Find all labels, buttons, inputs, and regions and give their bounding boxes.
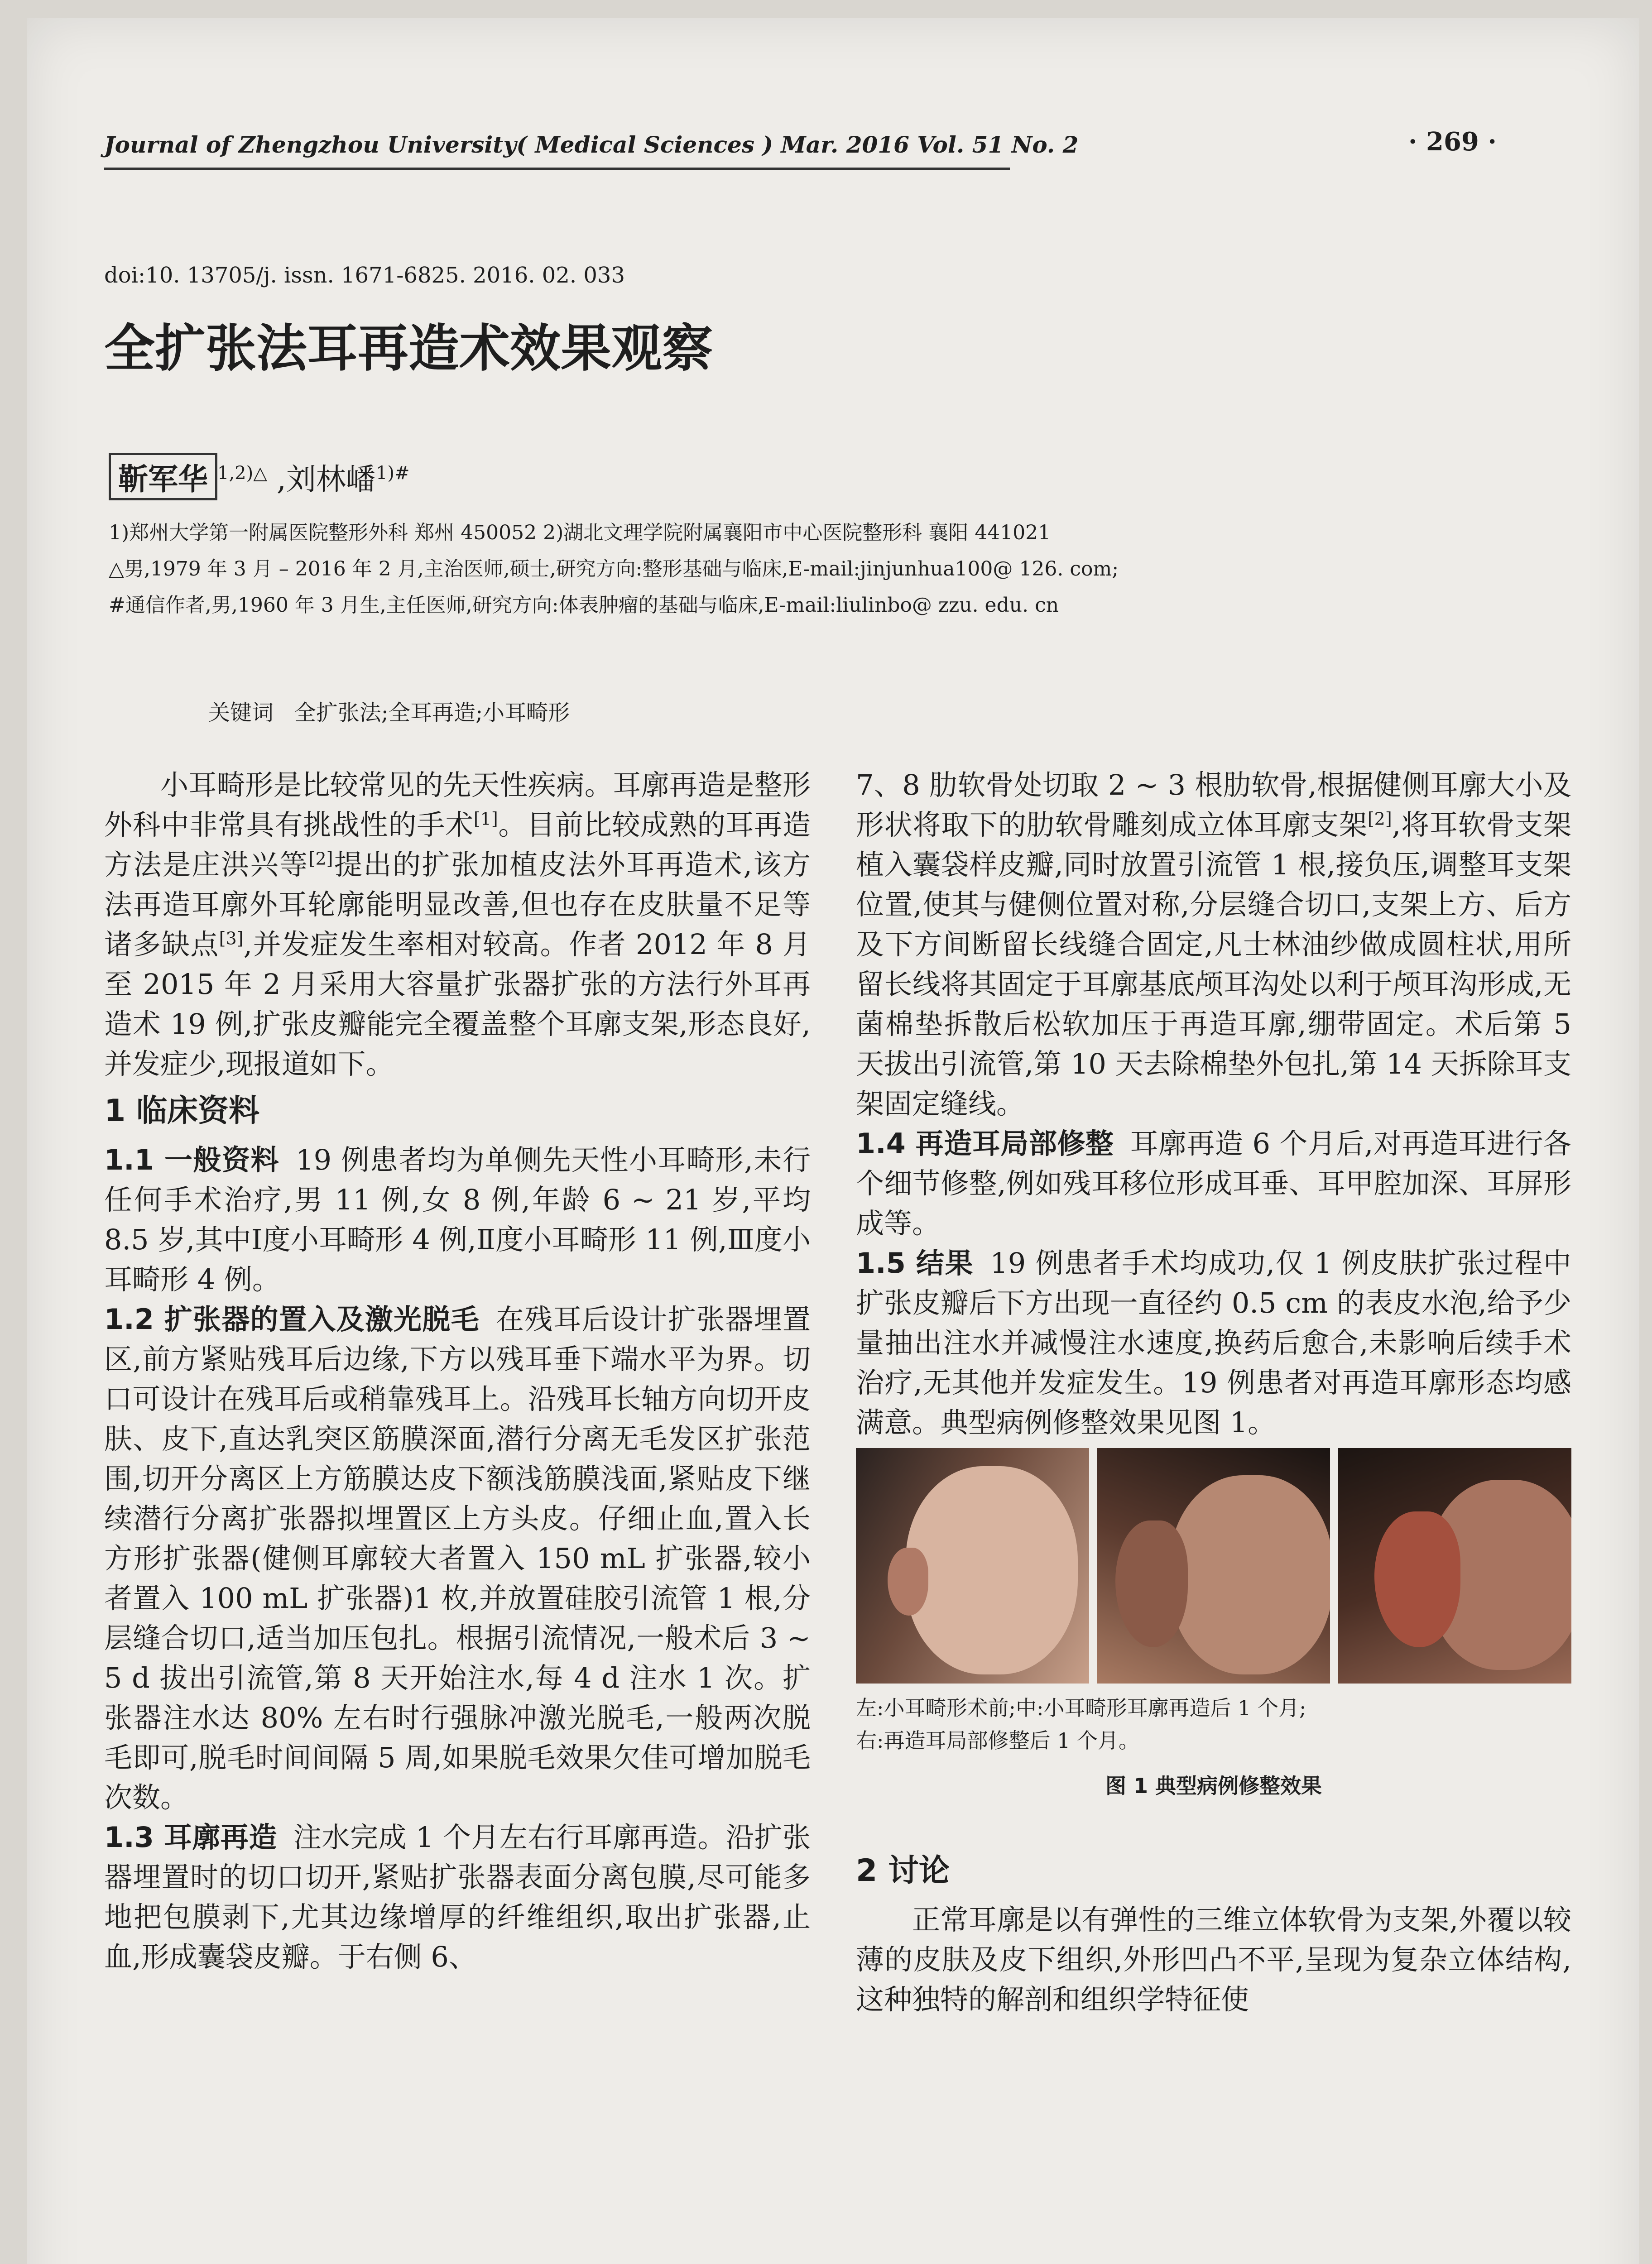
intro-text-d: ,并发症发生率相对较高。作者 2012 年 8 月至 2015 年 2 月采用大容量扩张器扩张的方法行外耳再造术 19 例,扩张皮瓣能完全覆盖整个耳廓支架,形态良好,并发症少,现报道如下。	[104, 928, 811, 1080]
author-line	[109, 453, 410, 500]
reconstructed-ear	[1115, 1521, 1188, 1647]
cont-text-b: ,将耳软骨支架植入囊袋样皮瓣,同时放置引流管 1 根,接负压,调整耳支架位置,使其与健侧位置对称,分层缝合切口,支架上方、后方及下方间断留长线缝合固定,凡士林油纱做成圆柱状,用所留长线将其固定于耳廓基底颅耳沟处以利于颅耳沟形成,无菌棉垫拆散后松软加压于再造耳廓,绷带固定。术后第 5 天拔出引流管,第 10 天去除棉垫外包扎,第 14 天拆除耳支架固定缝线。	[856, 808, 1571, 1120]
left-column	[104, 765, 811, 1977]
subsection-1-2	[104, 1300, 811, 1818]
subsection-1-1-text: 19 例患者均为单侧先天性小耳畸形,未行任何手术治疗,男 11 例,女 8 例,年龄 6 ~ 21 岁,平均 8.5 岁,其中Ⅰ度小耳畸形 4 例,Ⅱ度小耳畸形 11 例,Ⅲ度小耳畸形 4 例。	[104, 1143, 811, 1296]
subsection-1-5-text: 19 例患者手术均成功,仅 1 例皮肤扩张过程中扩张皮瓣后下方出现一直径约 0.5 cm 的表皮水泡,给予少量抽出注水并减慢注水速度,换药后愈合,未影响后续手术治疗,无其他并发症发生。19 例患者对再造耳廓形态均感满意。典型病例修整效果见图 1。	[856, 1247, 1571, 1439]
photo-preoperative	[856, 1448, 1089, 1684]
citation-1: [1]	[473, 809, 498, 829]
figure-title: 图 1 典型病例修整效果	[1105, 1774, 1322, 1798]
section-heading-2: 2 讨论	[856, 1853, 950, 1889]
subsection-1-2-text: 在残耳后设计扩张器埋置区,前方紧贴残耳后边缘,下方以残耳垂下端水平为界。切口可设计在残耳后或稍靠残耳上。沿残耳长轴方向切开皮肤、皮下,直达乳突区筋膜深面,潜行分离无毛发区扩张范围,切开分离区上方筋膜达皮下额浅筋膜浅面,紧贴皮下继续潜行分离扩张器拟埋置区上方头皮。仔细止血,置入长方形扩张器(健侧耳廓较大者置入 150 mL 扩张器,较小者置入 100 mL 扩张器)1 枚,并放置硅胶引流管 1 根,分层缝合切口,适当加压包扎。根据引流情况,一般术后 3 ~ 5 d 拔出引流管,第 8 天开始注水,每 4 d 注水 1 次。扩张器注水达 80% 左右时行强脉冲激光脱毛,一般两次脱毛即可,脱毛时间间隔 5 周,如果脱毛效果欠佳可增加脱毛次数。	[104, 1303, 811, 1814]
subsection-1-5-heading: 1.5 结果	[856, 1247, 974, 1280]
subsection-1-4	[856, 1124, 1571, 1243]
photo-after-revision	[1338, 1448, 1571, 1684]
cont-text-a: 7、8 肋软骨处切取 2 ~ 3 根肋软骨,根据健侧耳廓大小及形状将取下的肋软骨雕刻成立体耳廓支架	[856, 768, 1571, 841]
author-second-sup: 1)#	[375, 463, 410, 484]
intro-text-c: 提出的扩张加植皮法外耳再造术,该方法再造耳廓外耳轮廓能明显改善,但也存在皮肤量不足等诸多缺点	[104, 848, 811, 961]
header-rule	[104, 168, 1010, 170]
reconstruction-continued	[856, 765, 1571, 1124]
running-head: Journal of Zhengzhou University( Medical Sciences ) Mar. 2016 Vol. 51 No. 2	[104, 131, 1079, 158]
face-shape	[1170, 1475, 1330, 1674]
ear-remnant	[888, 1548, 928, 1616]
revised-ear	[1374, 1511, 1460, 1647]
face-shape	[906, 1466, 1078, 1674]
author-bio-line: △男,1979 年 3 月 – 2016 年 2 月,主治医师,硕士,研究方向:整形基础与临床,E-mail:jinjunhua100@ 126. com;	[109, 557, 1119, 580]
subsection-1-5	[856, 1243, 1571, 1443]
keywords-label: 关键词	[208, 700, 274, 725]
subsection-1-3-text: 注水完成 1 个月左右行耳廓再造。沿扩张器埋置时的切口切开,紧贴扩张器表面分离包膜,尽可能多地把包膜剥下,尤其边缘增厚的纤维组织,取出扩张器,止血,形成囊袋皮瓣。于右侧 6、	[104, 1821, 811, 1973]
photo-one-month	[1097, 1448, 1330, 1684]
discussion-paragraph: 正常耳廓是以有弹性的三维立体软骨为支架,外覆以较薄的皮肤及皮下组织,外形凹凸不平,呈现为复杂立体结构,这种独特的解剖和组织学特征使	[856, 1903, 1571, 2016]
subsection-1-4-heading: 1.4 再造耳局部修整	[856, 1127, 1114, 1160]
citation-3: [3]	[219, 928, 244, 949]
citation-2: [2]	[308, 849, 333, 869]
subsection-1-1	[104, 1140, 811, 1300]
intro-paragraph	[104, 765, 811, 1084]
section-heading-1: 1 临床资料	[104, 1093, 259, 1129]
doi: doi:10. 13705/j. issn. 1671-6825. 2016. 02. 033	[104, 263, 625, 288]
intro-text-a: 小耳畸形是比较常见的先天性疾病。耳廓再造是整形外科中非常具有挑战性的手术	[104, 768, 811, 841]
journal-page	[27, 18, 1639, 2264]
affiliation-line: 1)郑州大学第一附属医院整形外科 郑州 450052 2)湖北文理学院附属襄阳市中心医院整形科 襄阳 441021	[109, 521, 1051, 544]
keywords-text: 全扩张法;全耳再造;小耳畸形	[294, 700, 570, 725]
page-number: · 269 ·	[1408, 127, 1497, 157]
subsection-1-2-heading: 1.2 扩张器的置入及激光脱毛	[104, 1303, 480, 1336]
keywords	[208, 695, 570, 726]
intro-text-b: 。目前比较成熟的耳再造方法是庄洪兴等	[104, 808, 811, 881]
author-first-sup: 1,2)△	[217, 463, 267, 484]
subsection-1-4-text: 耳廓再造 6 个月后,对再造耳进行各个细节修整,例如残耳移位形成耳垂、耳甲腔加深、耳屏形成等。	[856, 1127, 1571, 1240]
right-column	[856, 765, 1571, 2019]
subsection-1-1-heading: 1.1 一般资料	[104, 1143, 280, 1176]
author-first: 靳军华	[109, 453, 217, 500]
article-title: 全扩张法耳再造术效果观察	[104, 319, 713, 378]
figure-caption-line-2: 右:再造耳局部修整后 1 个月。	[856, 1728, 1140, 1753]
citation-2-repeat: [2]	[1367, 809, 1392, 829]
subsection-1-3-heading: 1.3 耳廓再造	[104, 1821, 277, 1854]
subsection-1-3	[104, 1818, 811, 1977]
figure-caption-line-1: 左:小耳畸形术前;中:小耳畸形耳廓再造后 1 个月;	[856, 1696, 1306, 1720]
corresponding-author-line: #通信作者,男,1960 年 3 月生,主任医师,研究方向:体表肿瘤的基础与临床,E-mail:liulinbo@ zzu. edu. cn	[109, 594, 1059, 617]
figure-1	[856, 1448, 1571, 1684]
author-second: ,刘林嶓	[276, 462, 376, 497]
